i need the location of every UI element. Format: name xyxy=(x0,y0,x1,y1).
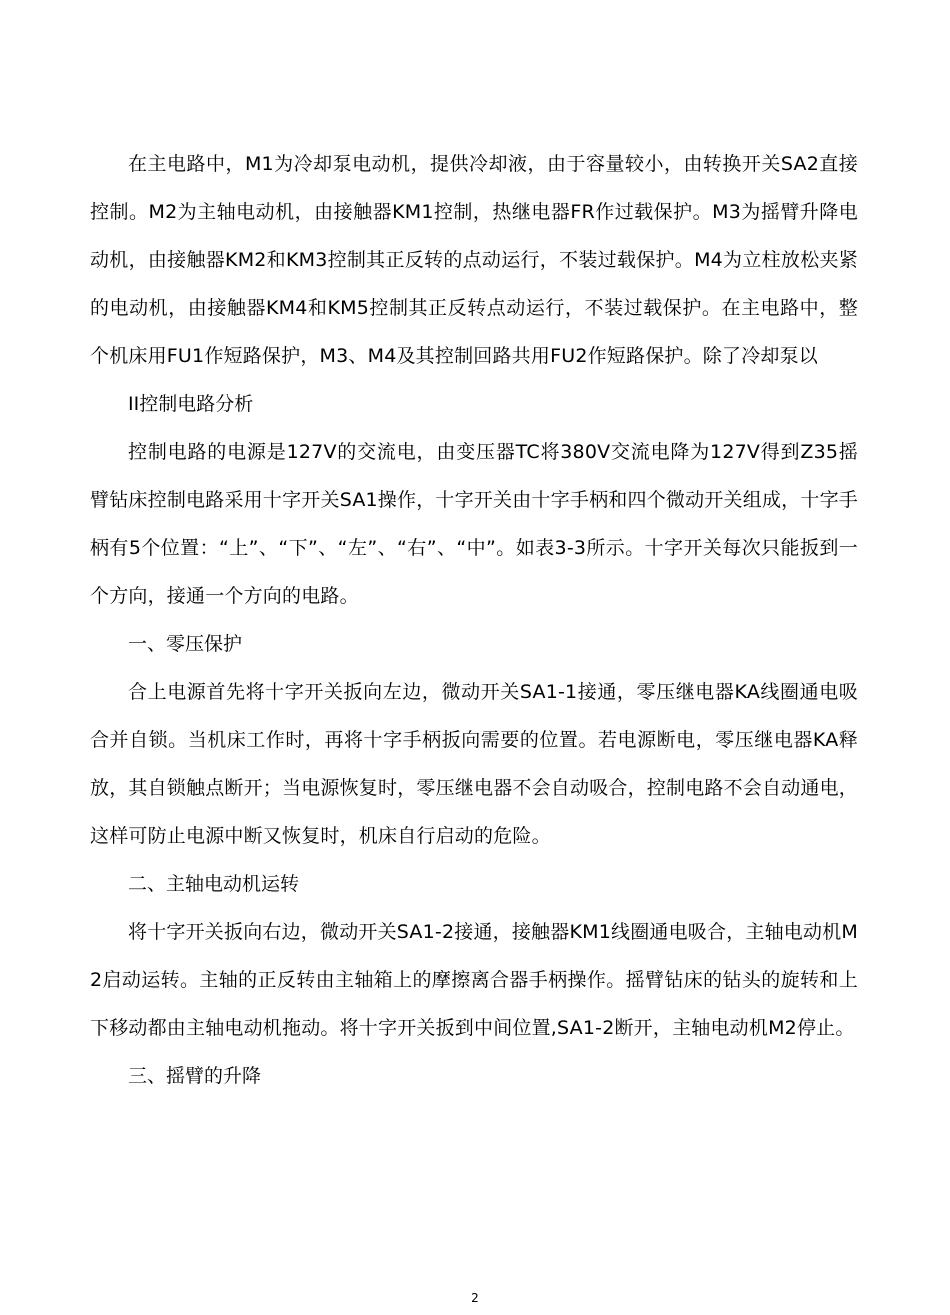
document-body xyxy=(90,140,858,1100)
paragraph-spindle-motor: 将十字开关扳向右边，微动开关SA1-2接通，接触器KM1线圈通电吸合，主轴电动机M2启动运转。主轴的正反转由主轴箱上的摩擦离合器手柄操作。摇臂钻床的钻头的旋转和上下移动都由主轴电动机拖动。将十字开关扳到中间位置,SA1-2断开，主轴电动机M2停止。 xyxy=(90,921,858,1039)
heading-spindle-motor: 二、主轴电动机运转 xyxy=(128,873,300,895)
paragraph-zero-voltage: 合上电源首先将十字开关扳向左边，微动开关SA1-1接通，零压继电器KA线圈通电吸合并自锁。当机床工作时，再将十字手柄扳向需要的位置。若电源断电，零压继电器KA释放，其自锁触点断开；当电源恢复时，零压继电器不会自动吸合，控制电路不会自动通电，这样可防止电源中断又恢复时，机床自行启动的危险。 xyxy=(90,681,859,847)
page-number: 2 xyxy=(471,1291,479,1305)
paragraph-control-power: 控制电路的电源是127V的交流电，由变压器TC将380V交流电降为127V得到Z35摇臂钻床控制电路采用十字开关SA1操作，十字开关由十字手柄和四个微动开关组成，十字手柄有5个位置：“上”、“下”、“左”、“右”、“中”。如表3-3所示。十字开关每次只能扳到一个方向，接通一个方向的电路。 xyxy=(90,441,858,607)
heading-control-circuit-analysis: II控制电路分析 xyxy=(128,393,254,415)
heading-arm-lifting: 三、摇臂的升降 xyxy=(128,1065,262,1087)
heading-zero-voltage-protection: 一、零压保护 xyxy=(128,633,243,655)
paragraph-main-circuit: 在主电路中，M1为冷却泵电动机，提供冷却液，由于容量较小，由转换开关SA2直接控制。M2为主轴电动机，由接触器KM1控制，热继电器FR作过载保护。M3为摇臂升降电动机，由接触器KM2和KM3控制其正反转的点动运行，不装过载保护。M4为立柱放松夹紧的电动机，由接触器KM4和KM5控制其正反转点动运行，不装过载保护。在主电路中，整个机床用FU1作短路保护，M3、M4及其控制回路共用FU2作短路保护。除了冷却泵以 xyxy=(90,153,858,367)
